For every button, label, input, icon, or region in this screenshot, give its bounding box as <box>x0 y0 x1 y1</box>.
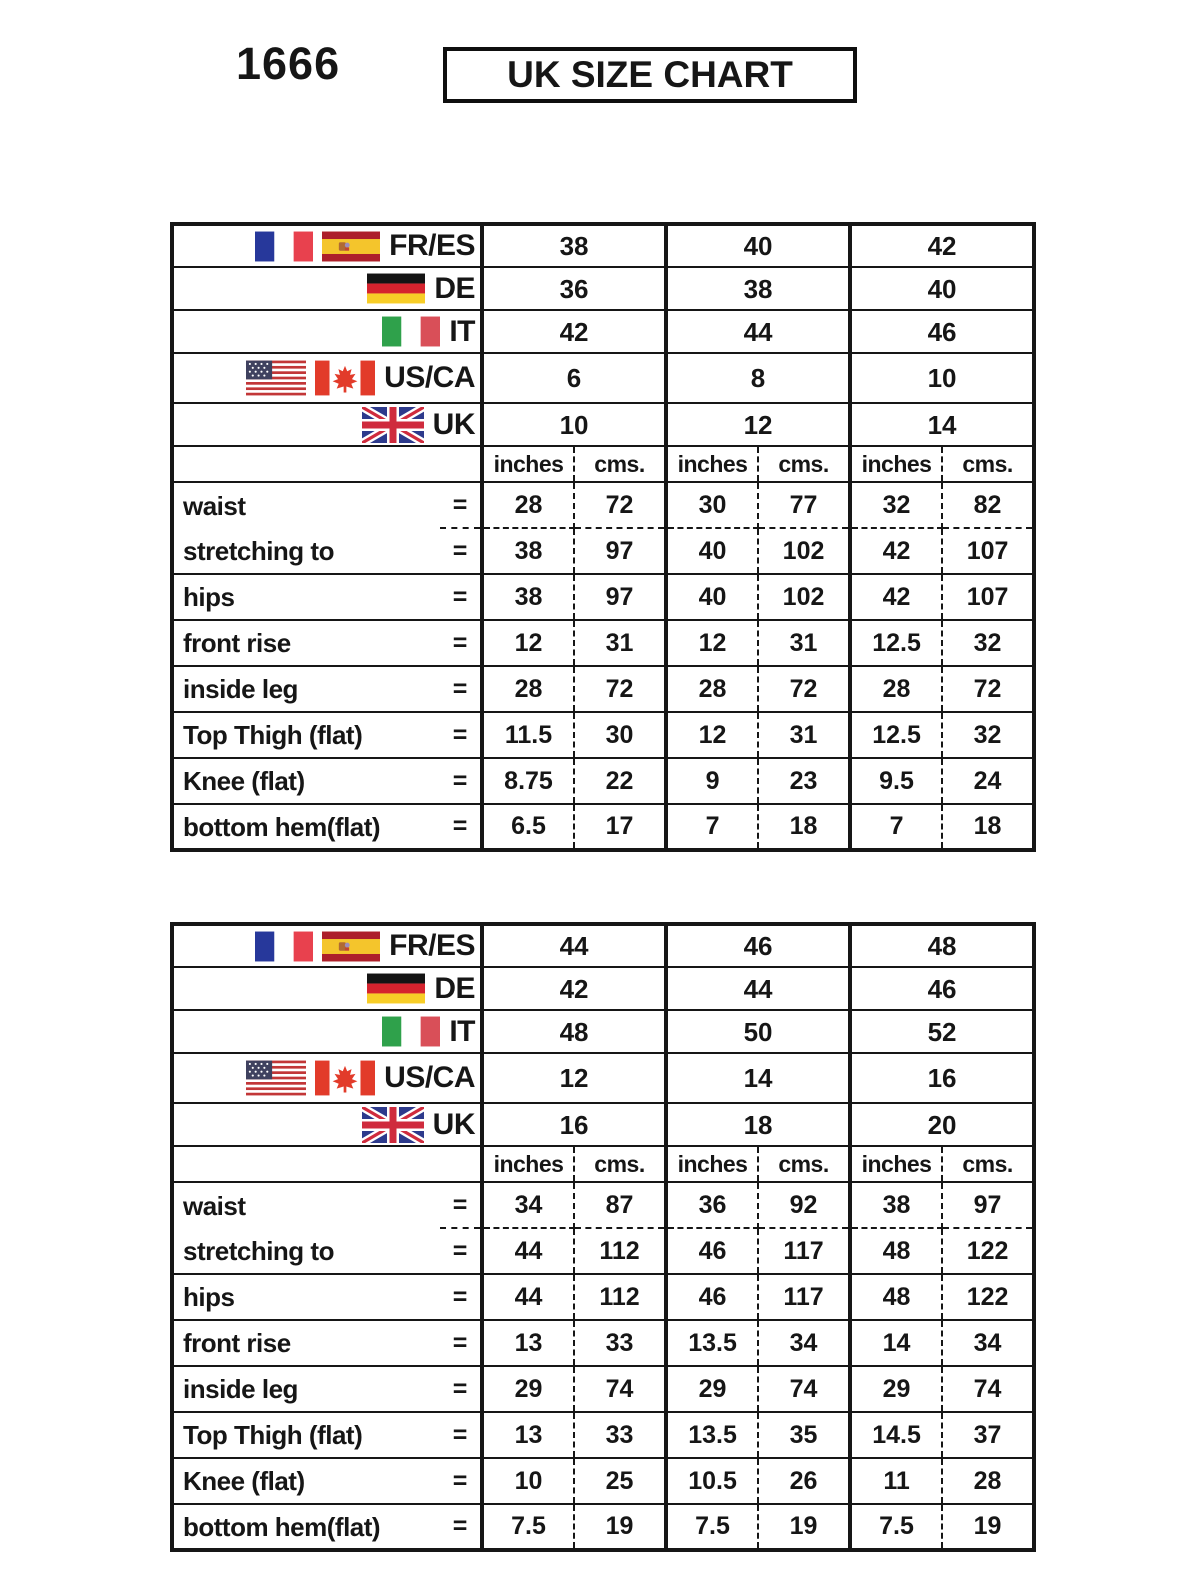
size-value: 42 <box>482 967 666 1010</box>
value-cell: 107 <box>942 574 1034 620</box>
value-cell: 12 <box>482 620 574 666</box>
units-label-cell <box>172 446 482 482</box>
uk-flag-icon <box>362 1107 424 1143</box>
value-cell: 37 <box>942 1412 1034 1458</box>
country-label-cell <box>172 1010 482 1053</box>
country-row-uk <box>172 1103 1034 1146</box>
france-flag-icon <box>255 931 313 962</box>
measure-label: Top Thigh (flat) <box>172 1412 440 1458</box>
country-code: UK <box>432 1107 476 1141</box>
unit-cms: cms. <box>574 446 666 482</box>
equals-sign: = <box>440 1320 482 1366</box>
value-cell: 34 <box>482 1182 574 1228</box>
italy-flag-icon <box>382 1016 440 1047</box>
country-row-de <box>172 267 1034 310</box>
country-row-usca <box>172 353 1034 403</box>
table-row-hips <box>172 1274 1034 1320</box>
value-cell: 74 <box>942 1366 1034 1412</box>
size-value: 10 <box>482 403 666 446</box>
value-cell: 13 <box>482 1412 574 1458</box>
unit-inches: inches <box>850 1146 942 1182</box>
equals-sign: = <box>440 804 482 850</box>
size-value: 16 <box>850 1053 1034 1103</box>
value-cell: 44 <box>482 1274 574 1320</box>
value-cell: 7.5 <box>666 1504 758 1550</box>
table-row-stretching-to <box>172 1228 1034 1274</box>
equals-sign: = <box>440 482 482 528</box>
value-cell: 19 <box>758 1504 850 1550</box>
value-cell: 17 <box>574 804 666 850</box>
value-cell: 122 <box>942 1274 1034 1320</box>
value-cell: 12 <box>666 620 758 666</box>
value-cell: 48 <box>850 1228 942 1274</box>
country-row-usca <box>172 1053 1034 1103</box>
value-cell: 24 <box>942 758 1034 804</box>
table-row-bottom-hem <box>172 1504 1034 1550</box>
unit-cms: cms. <box>942 1146 1034 1182</box>
france-flag-icon <box>255 231 313 262</box>
value-cell: 9 <box>666 758 758 804</box>
value-cell: 13 <box>482 1320 574 1366</box>
size-value: 42 <box>850 224 1034 267</box>
units-row <box>172 1146 1034 1182</box>
country-code: FR/ES <box>389 229 476 262</box>
country-label-cell <box>172 924 482 967</box>
measure-label: waist <box>172 1182 440 1228</box>
country-code: UK <box>432 407 476 441</box>
equals-sign: = <box>440 1504 482 1550</box>
size-value: 46 <box>666 924 850 967</box>
equals-sign: = <box>440 666 482 712</box>
spain-flag-icon <box>322 231 380 262</box>
size-value: 12 <box>666 403 850 446</box>
value-cell: 34 <box>758 1320 850 1366</box>
value-cell: 13.5 <box>666 1412 758 1458</box>
value-cell: 22 <box>574 758 666 804</box>
unit-inches: inches <box>850 446 942 482</box>
size-value: 18 <box>666 1103 850 1146</box>
value-cell: 12.5 <box>850 620 942 666</box>
size-value: 20 <box>850 1103 1034 1146</box>
equals-sign: = <box>440 1274 482 1320</box>
value-cell: 46 <box>666 1274 758 1320</box>
measure-label: hips <box>172 574 440 620</box>
value-cell: 13.5 <box>666 1320 758 1366</box>
size-value: 48 <box>482 1010 666 1053</box>
usa-flag-icon <box>246 360 306 396</box>
unit-inches: inches <box>482 446 574 482</box>
value-cell: 46 <box>666 1228 758 1274</box>
value-cell: 19 <box>574 1504 666 1550</box>
value-cell: 28 <box>482 482 574 528</box>
value-cell: 28 <box>482 666 574 712</box>
size-value: 40 <box>850 267 1034 310</box>
size-value: 6 <box>482 353 666 403</box>
value-cell: 28 <box>942 1458 1034 1504</box>
measure-label: stretching to <box>172 528 440 574</box>
value-cell: 92 <box>758 1182 850 1228</box>
value-cell: 30 <box>574 712 666 758</box>
value-cell: 32 <box>942 712 1034 758</box>
value-cell: 97 <box>942 1182 1034 1228</box>
value-cell: 117 <box>758 1228 850 1274</box>
value-cell: 107 <box>942 528 1034 574</box>
value-cell: 117 <box>758 1274 850 1320</box>
size-value: 46 <box>850 310 1034 353</box>
canada-flag-icon <box>315 1060 375 1096</box>
size-value: 44 <box>666 310 850 353</box>
value-cell: 87 <box>574 1182 666 1228</box>
value-cell: 112 <box>574 1228 666 1274</box>
value-cell: 77 <box>758 482 850 528</box>
value-cell: 14.5 <box>850 1412 942 1458</box>
unit-cms: cms. <box>942 446 1034 482</box>
value-cell: 25 <box>574 1458 666 1504</box>
table-row-front-rise <box>172 620 1034 666</box>
value-cell: 40 <box>666 528 758 574</box>
country-code: IT <box>449 314 476 348</box>
unit-cms: cms. <box>758 1146 850 1182</box>
value-cell: 9.5 <box>850 758 942 804</box>
measure-label: front rise <box>172 1320 440 1366</box>
value-cell: 74 <box>574 1366 666 1412</box>
value-cell: 18 <box>942 804 1034 850</box>
size-value: 16 <box>482 1103 666 1146</box>
table-row-waist <box>172 482 1034 528</box>
country-row-uk <box>172 403 1034 446</box>
value-cell: 23 <box>758 758 850 804</box>
country-code: DE <box>434 271 476 305</box>
equals-sign: = <box>440 528 482 574</box>
value-cell: 82 <box>942 482 1034 528</box>
measure-label: Knee (flat) <box>172 1458 440 1504</box>
table-row-inside-leg <box>172 666 1034 712</box>
size-table-uk-16-20 <box>170 922 1036 1552</box>
unit-inches: inches <box>666 1146 758 1182</box>
table-row-stretching-to <box>172 528 1034 574</box>
equals-sign: = <box>440 712 482 758</box>
value-cell: 7 <box>666 804 758 850</box>
country-label-cell <box>172 1103 482 1146</box>
size-value: 44 <box>482 924 666 967</box>
table-row-bottom-hem <box>172 804 1034 850</box>
value-cell: 102 <box>758 574 850 620</box>
value-cell: 40 <box>666 574 758 620</box>
measure-label: waist <box>172 482 440 528</box>
size-value: 38 <box>666 267 850 310</box>
usa-flag-icon <box>246 1060 306 1096</box>
value-cell: 34 <box>942 1320 1034 1366</box>
value-cell: 7 <box>850 804 942 850</box>
size-value: 10 <box>850 353 1034 403</box>
table-row-waist <box>172 1182 1034 1228</box>
value-cell: 31 <box>758 620 850 666</box>
table-row-hips <box>172 574 1034 620</box>
country-label-cell <box>172 267 482 310</box>
value-cell: 10 <box>482 1458 574 1504</box>
measure-label: inside leg <box>172 1366 440 1412</box>
size-table-uk-10-14 <box>170 222 1036 852</box>
value-cell: 122 <box>942 1228 1034 1274</box>
table-row-top-thigh <box>172 712 1034 758</box>
size-value: 36 <box>482 267 666 310</box>
size-value: 12 <box>482 1053 666 1103</box>
value-cell: 18 <box>758 804 850 850</box>
uk-flag-icon <box>362 407 424 443</box>
equals-sign: = <box>440 1366 482 1412</box>
country-label-cell <box>172 310 482 353</box>
value-cell: 44 <box>482 1228 574 1274</box>
value-cell: 112 <box>574 1274 666 1320</box>
size-value: 48 <box>850 924 1034 967</box>
country-row-de <box>172 967 1034 1010</box>
country-row-fres <box>172 924 1034 967</box>
table-row-inside-leg <box>172 1366 1034 1412</box>
value-cell: 32 <box>942 620 1034 666</box>
table-row-front-rise <box>172 1320 1034 1366</box>
value-cell: 97 <box>574 574 666 620</box>
country-code: US/CA <box>384 361 476 394</box>
value-cell: 14 <box>850 1320 942 1366</box>
size-value: 50 <box>666 1010 850 1053</box>
value-cell: 97 <box>574 528 666 574</box>
value-cell: 72 <box>574 482 666 528</box>
value-cell: 7.5 <box>850 1504 942 1550</box>
table-row-top-thigh <box>172 1412 1034 1458</box>
value-cell: 74 <box>758 1366 850 1412</box>
country-code: US/CA <box>384 1061 476 1094</box>
value-cell: 32 <box>850 482 942 528</box>
doc-number: 1666 <box>236 38 341 89</box>
value-cell: 48 <box>850 1274 942 1320</box>
measure-label: Knee (flat) <box>172 758 440 804</box>
country-code: FR/ES <box>389 929 476 962</box>
value-cell: 12 <box>666 712 758 758</box>
value-cell: 38 <box>850 1182 942 1228</box>
size-value: 38 <box>482 224 666 267</box>
country-label-cell <box>172 224 482 267</box>
value-cell: 42 <box>850 574 942 620</box>
spain-flag-icon <box>322 931 380 962</box>
equals-sign: = <box>440 1182 482 1228</box>
measure-label: bottom hem(flat) <box>172 1504 440 1550</box>
equals-sign: = <box>440 1458 482 1504</box>
value-cell: 28 <box>666 666 758 712</box>
canada-flag-icon <box>315 360 375 396</box>
value-cell: 38 <box>482 528 574 574</box>
value-cell: 72 <box>942 666 1034 712</box>
units-row <box>172 446 1034 482</box>
table-row-knee <box>172 758 1034 804</box>
value-cell: 10.5 <box>666 1458 758 1504</box>
size-value: 44 <box>666 967 850 1010</box>
unit-cms: cms. <box>574 1146 666 1182</box>
value-cell: 11 <box>850 1458 942 1504</box>
size-value: 8 <box>666 353 850 403</box>
country-label-cell <box>172 403 482 446</box>
value-cell: 31 <box>758 712 850 758</box>
size-value: 14 <box>666 1053 850 1103</box>
equals-sign: = <box>440 1412 482 1458</box>
value-cell: 31 <box>574 620 666 666</box>
germany-flag-icon <box>367 973 425 1004</box>
country-label-cell <box>172 353 482 403</box>
value-cell: 29 <box>850 1366 942 1412</box>
equals-sign: = <box>440 1228 482 1274</box>
measure-label: hips <box>172 1274 440 1320</box>
unit-cms: cms. <box>758 446 850 482</box>
measure-label: stretching to <box>172 1228 440 1274</box>
unit-inches: inches <box>666 446 758 482</box>
equals-sign: = <box>440 758 482 804</box>
value-cell: 42 <box>850 528 942 574</box>
size-value: 14 <box>850 403 1034 446</box>
unit-inches: inches <box>482 1146 574 1182</box>
value-cell: 26 <box>758 1458 850 1504</box>
country-label-cell <box>172 1053 482 1103</box>
equals-sign: = <box>440 620 482 666</box>
value-cell: 6.5 <box>482 804 574 850</box>
units-label-cell <box>172 1146 482 1182</box>
value-cell: 72 <box>758 666 850 712</box>
equals-sign: = <box>440 574 482 620</box>
value-cell: 19 <box>942 1504 1034 1550</box>
value-cell: 38 <box>482 574 574 620</box>
value-cell: 11.5 <box>482 712 574 758</box>
country-row-it <box>172 1010 1034 1053</box>
measure-label: front rise <box>172 620 440 666</box>
value-cell: 72 <box>574 666 666 712</box>
country-code: IT <box>449 1014 476 1048</box>
country-row-it <box>172 310 1034 353</box>
country-label-cell <box>172 967 482 1010</box>
measure-label: Top Thigh (flat) <box>172 712 440 758</box>
measure-label: inside leg <box>172 666 440 712</box>
italy-flag-icon <box>382 316 440 347</box>
size-value: 40 <box>666 224 850 267</box>
table-row-knee <box>172 1458 1034 1504</box>
value-cell: 28 <box>850 666 942 712</box>
value-cell: 8.75 <box>482 758 574 804</box>
value-cell: 35 <box>758 1412 850 1458</box>
value-cell: 33 <box>574 1412 666 1458</box>
measure-label: bottom hem(flat) <box>172 804 440 850</box>
value-cell: 36 <box>666 1182 758 1228</box>
size-value: 42 <box>482 310 666 353</box>
country-row-fres <box>172 224 1034 267</box>
value-cell: 102 <box>758 528 850 574</box>
country-code: DE <box>434 971 476 1005</box>
value-cell: 7.5 <box>482 1504 574 1550</box>
page-title: UK SIZE CHART <box>443 47 857 103</box>
value-cell: 29 <box>666 1366 758 1412</box>
germany-flag-icon <box>367 273 425 304</box>
size-value: 52 <box>850 1010 1034 1053</box>
value-cell: 12.5 <box>850 712 942 758</box>
value-cell: 29 <box>482 1366 574 1412</box>
value-cell: 30 <box>666 482 758 528</box>
value-cell: 33 <box>574 1320 666 1366</box>
size-value: 46 <box>850 967 1034 1010</box>
